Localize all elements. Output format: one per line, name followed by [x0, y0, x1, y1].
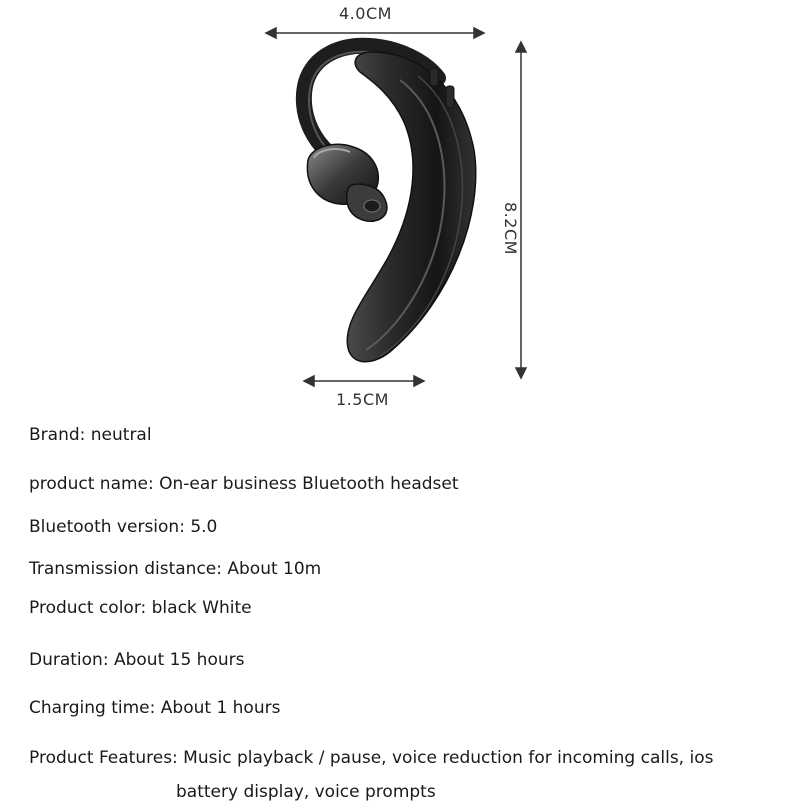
earbud-icon [307, 144, 387, 221]
spec-product-color: Product color: black White [29, 598, 252, 618]
spec-transmission-distance: Transmission distance: About 10m [29, 559, 322, 579]
depth-dimension-label: 1.5CM [336, 390, 389, 409]
spec-bluetooth-version: Bluetooth version: 5.0 [29, 517, 218, 537]
depth-dimension-arrow [304, 376, 424, 386]
height-dimension-label: 8.2CM [501, 202, 520, 255]
spec-charging-time: Charging time: About 1 hours [29, 698, 281, 718]
bluetooth-headset-image [304, 46, 476, 362]
spec-duration: Duration: About 15 hours [29, 650, 245, 670]
spec-product-name: product name: On-ear business Bluetooth headset [29, 474, 459, 494]
width-dimension-label: 4.0CM [339, 4, 392, 23]
width-dimension-arrow [266, 28, 484, 38]
spec-brand: Brand: neutral [29, 425, 152, 445]
spec-product-features: Product Features: Music playback / pause, voice reduction for incoming calls, ios battery display, voice prompts [29, 748, 714, 802]
